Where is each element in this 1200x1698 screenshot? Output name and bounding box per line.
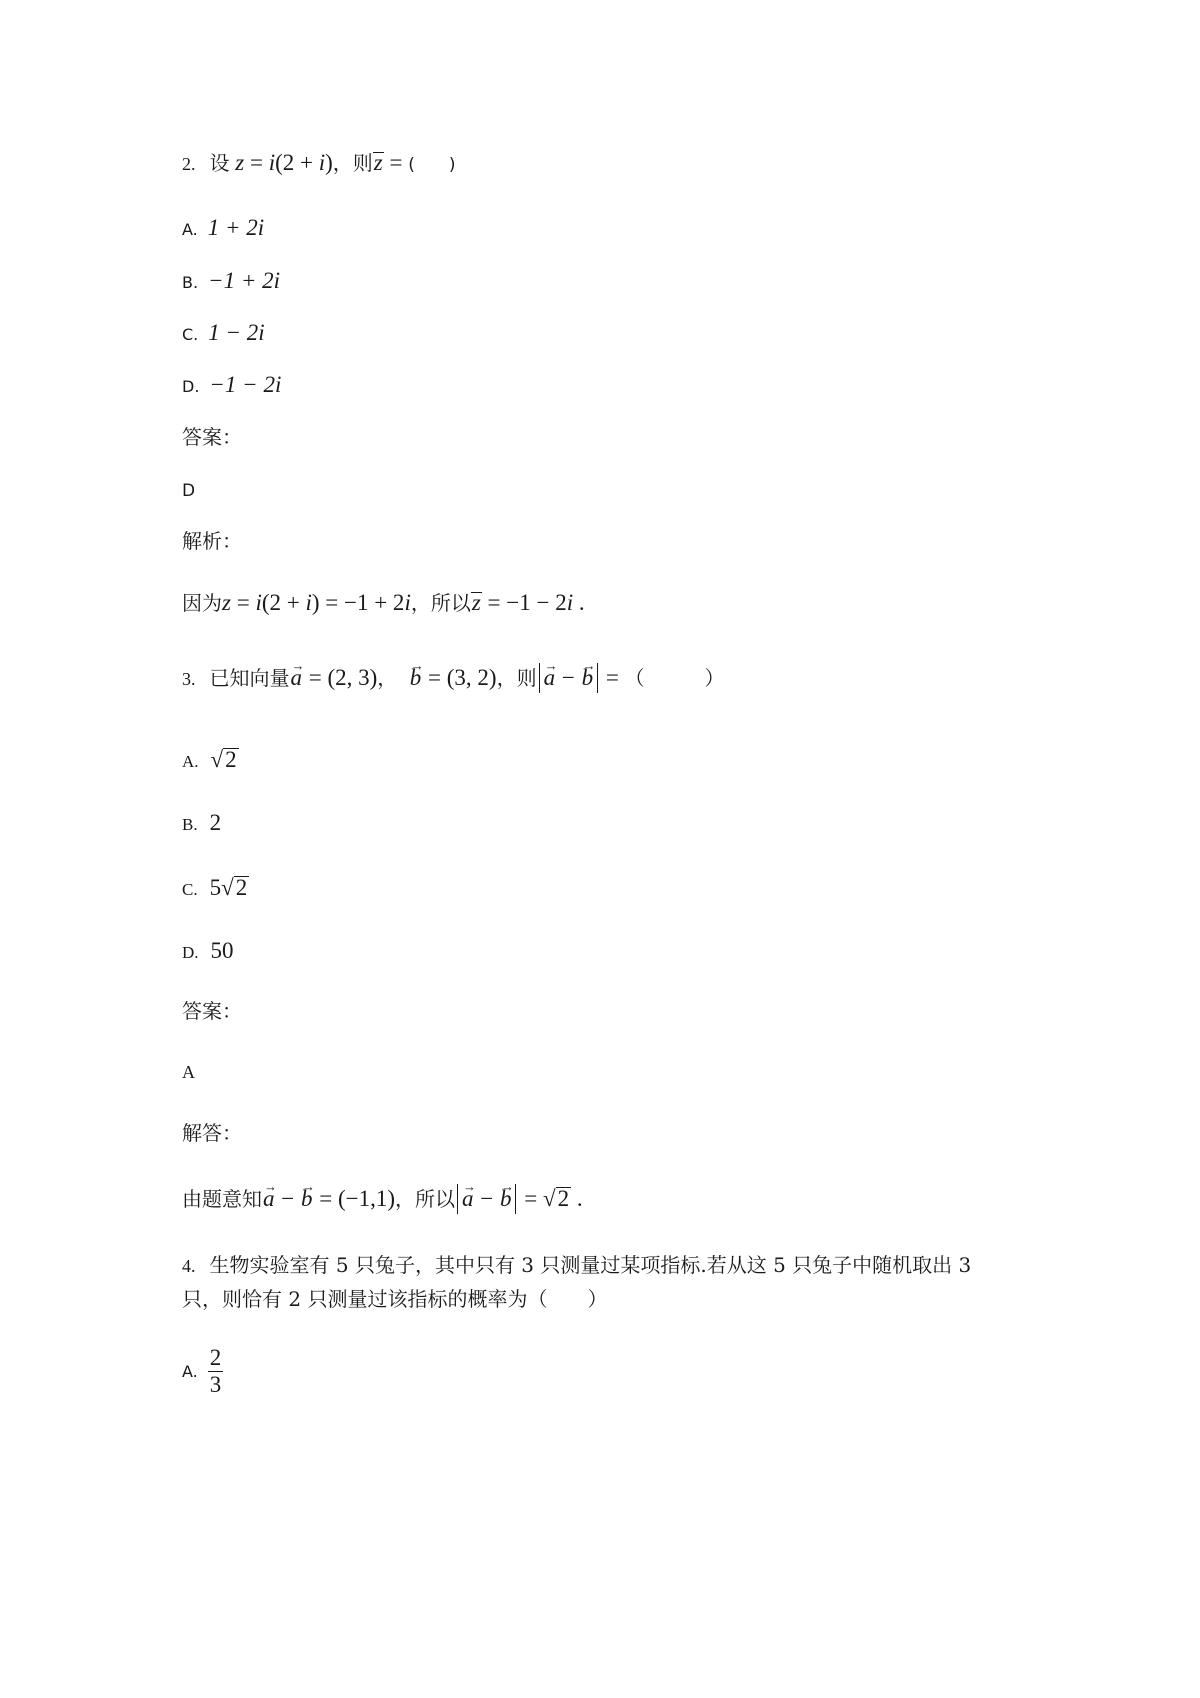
option-text: −1 − 2i bbox=[209, 372, 282, 397]
q3-vector-b: → b = (3, 2) bbox=[397, 665, 496, 690]
q3-option-c[interactable] bbox=[182, 873, 249, 905]
q3-answer-label: 答案： bbox=[182, 999, 242, 1023]
q4-option-a[interactable] bbox=[182, 1340, 223, 1402]
option-label: C. bbox=[182, 880, 198, 899]
q3-blank: （ ） bbox=[624, 666, 725, 690]
option-label: C. bbox=[182, 325, 199, 344]
q4-stem-line1 bbox=[182, 1250, 971, 1281]
q2-conjugate: z = bbox=[373, 150, 409, 175]
option-text: 1 − 2i bbox=[208, 320, 265, 345]
q3-analysis-prefix: 由题意知 bbox=[182, 1187, 262, 1211]
option-text: 1 + 2i bbox=[207, 215, 265, 240]
q3-norm: → a − → b = bbox=[537, 665, 625, 690]
q3-answer: A bbox=[182, 1062, 195, 1082]
q4-stem-line2: 只，则恰有 2 只测量过该指标的概率为（ ） bbox=[182, 1287, 608, 1311]
q2-analysis-label: 解析： bbox=[182, 529, 242, 553]
q3-option-b[interactable] bbox=[182, 808, 221, 840]
option-label: A. bbox=[182, 220, 198, 239]
q2-stem-mid: ，则 bbox=[332, 151, 373, 175]
q3-number: 3. bbox=[182, 669, 196, 689]
option-text: 50 bbox=[210, 938, 234, 963]
q3-option-d[interactable] bbox=[182, 936, 234, 968]
option-text: √2 bbox=[210, 747, 237, 772]
q2-analysis-eq1: z = i(2 + i) = −1 + 2i bbox=[222, 590, 411, 615]
q2-answer-label: 答案： bbox=[182, 425, 242, 449]
option-text: −1 + 2i bbox=[208, 268, 280, 293]
q2-option-a[interactable] bbox=[182, 213, 264, 245]
option-label: B. bbox=[182, 273, 199, 292]
q2-analysis-mid: ，所以 bbox=[410, 591, 471, 615]
q2-option-b[interactable] bbox=[182, 266, 280, 298]
option-label: D. bbox=[182, 377, 200, 396]
q4-stem-text1: 生物实验室有 5 只兔子，其中只有 3 只测量过某项指标.若从这 5 只兔子中随机取出 3 bbox=[209, 1253, 972, 1277]
q2-stem bbox=[182, 148, 455, 180]
q2-answer: D bbox=[182, 481, 196, 501]
option-label: B. bbox=[182, 815, 198, 834]
q2-option-d[interactable] bbox=[182, 370, 281, 402]
q3-analysis-eq1: → a − → b = (−1,1) bbox=[262, 1186, 395, 1211]
option-label: A. bbox=[182, 752, 199, 771]
q3-stem-mid: ，则 bbox=[496, 666, 537, 690]
q3-option-a[interactable] bbox=[182, 745, 239, 777]
q2-equation: z = i(2 + i) bbox=[235, 150, 333, 175]
q2-option-c[interactable] bbox=[182, 318, 265, 350]
q3-analysis-label: 解答： bbox=[182, 1121, 242, 1145]
q2-number: 2. bbox=[182, 154, 196, 174]
fraction-numerator: 2 bbox=[209, 1345, 222, 1370]
fraction-denominator: 3 bbox=[209, 1372, 222, 1397]
q2-analysis-eq2: z = −1 − 2i . bbox=[471, 590, 585, 615]
option-text: 2 bbox=[209, 810, 222, 835]
q3-analysis-eq2: → a − → b = √2 . bbox=[455, 1186, 583, 1211]
q3-stem-comma: ， bbox=[377, 666, 398, 690]
option-label: D. bbox=[182, 943, 199, 962]
q2-analysis-prefix: 因为 bbox=[182, 591, 222, 615]
q3-vector-a: → a = (2, 3) bbox=[290, 665, 378, 690]
q4-number: 4. bbox=[182, 1256, 196, 1276]
option-label: A. bbox=[182, 1362, 198, 1381]
q3-analysis-mid: ，所以 bbox=[395, 1187, 455, 1211]
option-text: 5√2 bbox=[209, 875, 248, 900]
q2-blank: ( ) bbox=[408, 155, 456, 175]
fraction bbox=[208, 1345, 224, 1398]
q3-stem-prefix: 已知向量 bbox=[209, 666, 290, 690]
q3-stem bbox=[182, 663, 725, 694]
q2-analysis bbox=[182, 588, 585, 618]
q3-analysis bbox=[182, 1184, 583, 1214]
q2-stem-prefix: 设 bbox=[209, 151, 230, 175]
